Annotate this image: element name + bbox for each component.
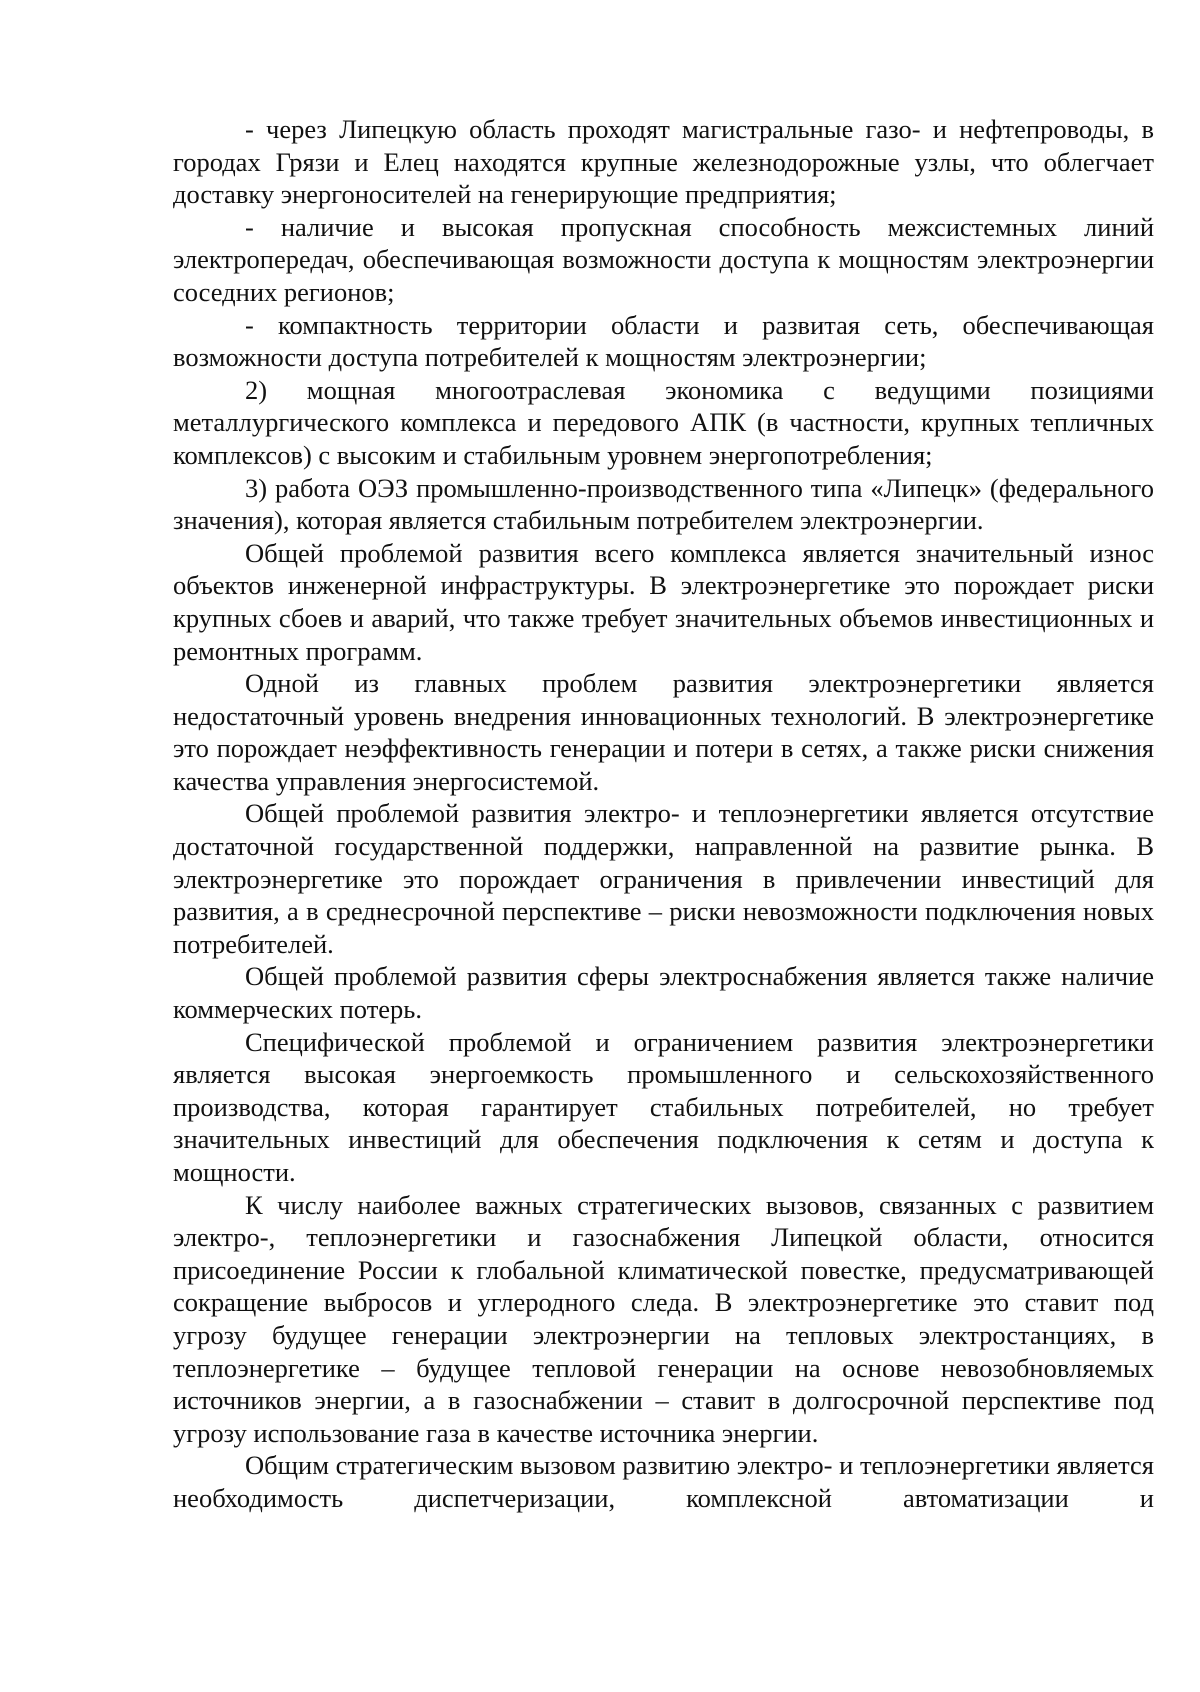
paragraph-4: 2) мощная многоотраслевая экономика с ведущими позициями металлургического комплекса и передового АПК (в частности, крупных тепличных комплексов) с высоким и стабильным уровнем энергопотребления; bbox=[173, 374, 1154, 470]
paragraph-6: Общей проблемой развития всего комплекса является значительный износ объектов инженерной инфраструктуры. В электроэнергетике это порождает риски крупных сбоев и аварий, что также требует значительных объемов инвестиционных и ремонтных программ. bbox=[173, 537, 1154, 666]
paragraph-12: Общим стратегическим вызовом развитию электро- и теплоэнергетики является необходимость диспетчеризации, комплексной автоматизации и bbox=[173, 1450, 1154, 1513]
paragraph-2: - наличие и высокая пропускная способность межсистемных линий электропередач, обеспечивающая возможности доступа к мощностям электроэнергии соседних регионов; bbox=[173, 211, 1154, 307]
paragraph-5: 3) работа ОЭЗ промышленно-производственного типа «Липецк» (федерального значения), которая является стабильным потребителем электроэнергии. bbox=[173, 472, 1154, 536]
paragraph-8: Общей проблемой развития электро- и теплоэнергетики является отсутствие достаточной государственной поддержки, направленной на развитие рынка. В электроэнергетике это порождает ограничения в привлечении инвестиций для развития, а в среднесрочной перспективе – риски невозможности подключения новых потребителей. bbox=[173, 798, 1154, 959]
paragraph-3: - компактность территории области и развитая сеть, обеспечивающая возможности доступа потребителей к мощностям электроэнергии; bbox=[173, 309, 1154, 373]
paragraph-7: Одной из главных проблем развития электроэнергетики является недостаточный уровень внедрения инновационных технологий. В электроэнергетике это порождает неэффективность генерации и потери в сетях, а также риски снижения качества управления энергосистемой. bbox=[173, 668, 1154, 796]
paragraph-1: - через Липецкую область проходят магистральные газо- и нефтепроводы, в городах Грязи и Елец находятся крупные железнодорожные узлы, что облегчает доставку энергоносителей на генерирующие предприятия; bbox=[173, 114, 1154, 210]
paragraph-11: К числу наиболее важных стратегических вызовов, связанных с развитием электро-, теплоэнергетики и газоснабжения Липецкой области, относится присоединение России к глобальной климатической повестке, предусматривающей сокращение выбросов и углеродного следа. В электроэнергетике это ставит под угрозу будущее генерации электроэнергии на тепловых электростанциях, в теплоэнергетике – будущее тепловой генерации на основе невозобновляемых источников энергии, а в газоснабжении – ставит в долгосрочной перспективе под угрозу использование газа в качестве источника энергии. bbox=[173, 1189, 1154, 1448]
document-page bbox=[173, 113, 1154, 1515]
paragraph-9: Общей проблемой развития сферы электроснабжения является также наличие коммерческих потерь. bbox=[173, 961, 1154, 1025]
paragraph-10: Специфической проблемой и ограничением развития электроэнергетики является высокая энергоемкость промышленного и сельскохозяйственного производства, которая гарантирует стабильных потребителей, но требует значительных инвестиций для обеспечения подключения к сетям и доступа к мощности. bbox=[173, 1026, 1154, 1187]
